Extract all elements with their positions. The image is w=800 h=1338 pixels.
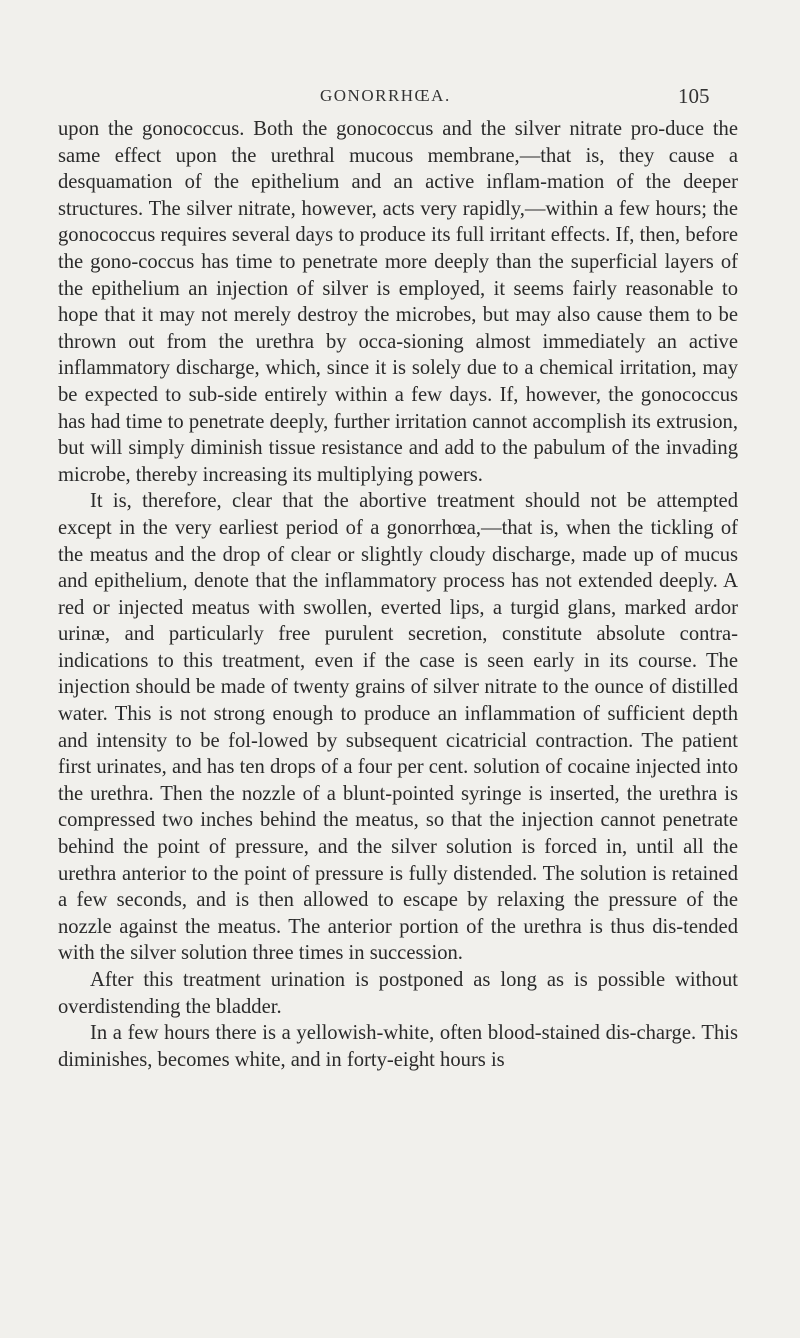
paragraph: It is, therefore, clear that the abortive treatment should not be attempted except in the very earliest period of a gonorrhœa,—that is, when the tickling of the meatus and the drop of clear or slightly cloudy discharge, made up of mucus and epithelium, denote that the inflammatory process has not extended deeply. A red or injected meatus with swollen, everted lips, a turgid glans, marked ardor urinæ, and particularly free purulent secretion, constitute absolute contra-indications to this treatment, even if the case is seen early in its course. The injection should be made of twenty grains of silver nitrate to the ounce of distilled water. This is not strong enough to produce an inflammation of sufficient depth and intensity to be fol-lowed by subsequent cicatricial contraction. The patient first urinates, and has ten drops of a four per cent. solution of cocaine injected into the urethra. Then the nozzle of a blunt-pointed syringe is inserted, the urethra is compressed two inches behind the meatus, so that the injection cannot penetrate behind the point of pressure, and the silver solution is forced in, until all the urethra anterior to the point of pressure is fully distended. The solution is retained a few seconds, and is then allowed to escape by relaxing the pressure of the nozzle against the meatus. The anterior portion of the urethra is thus dis-tended with the silver solution three times in succession.: [58, 490, 738, 965]
running-title: GONORRHŒA.: [320, 86, 451, 105]
running-head: [0, 86, 800, 116]
paragraph: After this treatment urination is postponed as long as is possible without overdistending the bladder.: [58, 969, 738, 1018]
paragraph: upon the gonococcus. Both the gonococcus and the silver nitrate pro-duce the same effect upon the urethral mucous membrane,—that is, they cause a desquamation of the epithelium and an active inflam-mation of the deeper structures. The silver nitrate, however, acts very rapidly,—within a few hours; the gonococcus requires several days to produce its full irritant effects. If, then, before the gono-coccus has time to penetrate more deeply than the superficial layers of the epithelium an injection of silver is employed, it seems fairly reasonable to hope that it may not merely destroy the microbes, but may also cause them to be thrown out from the urethra by occa-sioning almost immediately an active inflammatory discharge, which, since it is solely due to a chemical irritation, may be expected to sub-side entirely within a few days. If, however, the gonococcus has had time to penetrate deeply, further irritation cannot accomplish its extrusion, but will simply diminish tissue resistance and add to the pabulum of the invading microbe, thereby increasing its multiplying powers.: [58, 118, 738, 486]
paragraph: In a few hours there is a yellowish-white, often blood-stained dis-charge. This diminishes, becomes white, and in forty-eight hours is: [58, 1022, 738, 1071]
body-text: [58, 116, 738, 1073]
page-number: 105: [678, 84, 710, 108]
